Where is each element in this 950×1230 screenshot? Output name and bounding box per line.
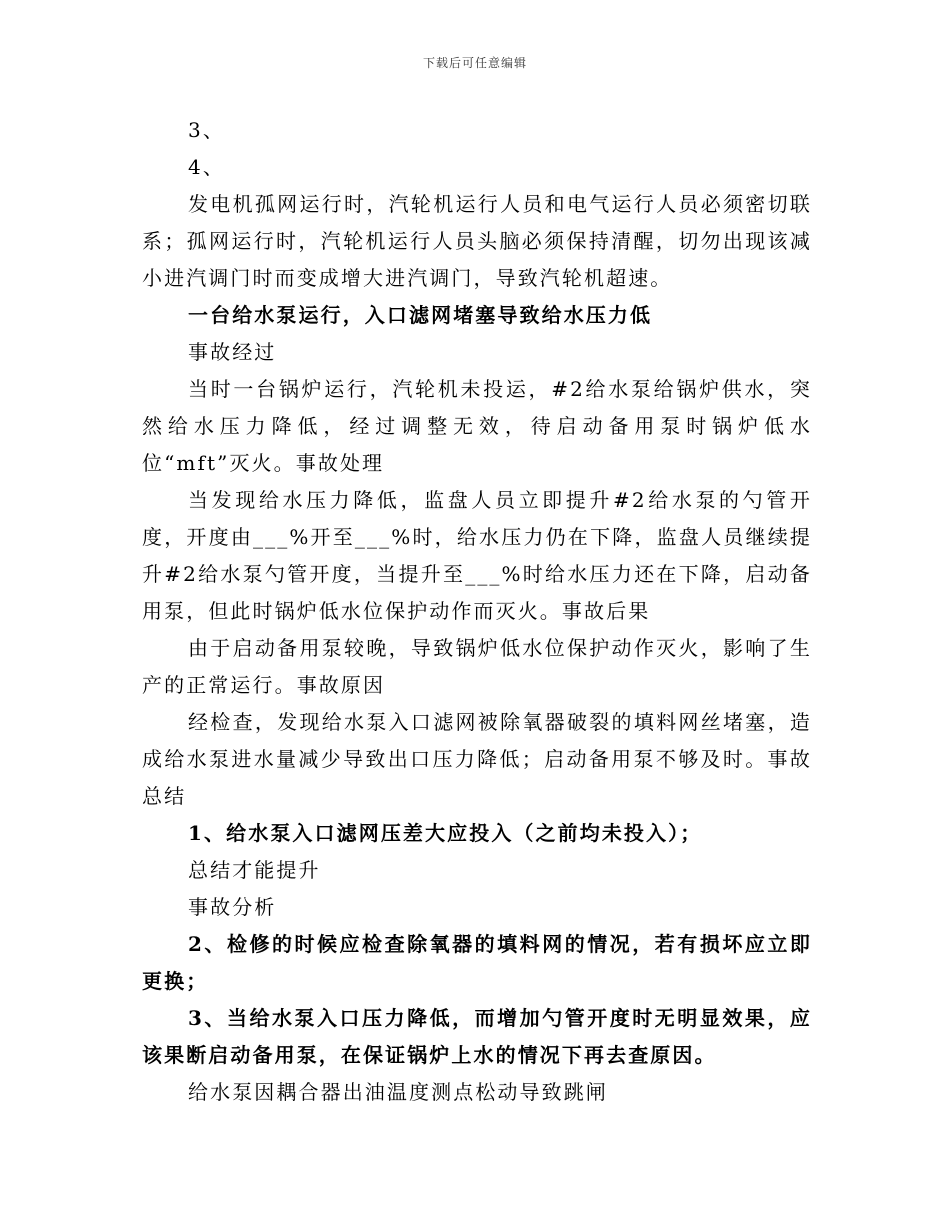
paragraph-isolated-grid-operation: 发电机孤网运行时，汽轮机运行人员和电气运行人员必须密切联系；孤网运行时，汽轮机运行人员头脑必须保持清醒，切勿出现该减小进汽调门时而变成增大进汽调门，导致汽轮机超速。 xyxy=(142,192,812,290)
paragraph-accident-handling: 当发现给水压力降低，监盘人员立即提升#2给水泵的勺管开度，开度由___%开至___%时，给水压力仍在下降，监盘人员继续提升#2给水泵勺管开度，当提升至___%时给水压力还在下降，启动备用泵，但此时锅炉低水位保护动作而灭火。事故后果 xyxy=(142,488,812,623)
summary-item-1: 1、给水泵入口滤网压差大应投入（之前均未投入）； xyxy=(188,821,703,845)
subheading-accident-process: 事故经过 xyxy=(188,340,277,364)
section-heading-coupler-trip: 给水泵因耦合器出油温度测点松动导致跳闸 xyxy=(188,1080,608,1104)
list-number-3: 3、 xyxy=(188,118,225,142)
subheading-accident-analysis: 事故分析 xyxy=(188,895,277,919)
summary-item-3: 3、当给水泵入口压力降低，而增加勺管开度时无明显效果，应该果断启动备用泵，在保证锅炉上水的情况下再去查原因。 xyxy=(142,1006,812,1067)
section-heading-feed-pump-filter: 一台给水泵运行，入口滤网堵塞导致给水压力低 xyxy=(188,303,653,327)
paragraph-accident-consequence: 由于启动备用泵较晚，导致锅炉低水位保护动作灭火，影响了生产的正常运行。事故原因 xyxy=(142,636,812,697)
page-header: 下载后可任意编辑 xyxy=(422,56,527,70)
list-number-4: 4、 xyxy=(188,155,225,179)
document-body xyxy=(142,112,812,1111)
summary-item-2: 2、检修的时候应检查除氧器的填料网的情况，若有损坏应立即更换； xyxy=(142,932,812,993)
paragraph-accident-cause: 经检查，发现给水泵入口滤网被除氧器破裂的填料网丝堵塞，造成给水泵进水量减少导致出口压力降低；启动备用泵不够及时。事故总结 xyxy=(142,710,812,808)
paragraph-accident-process: 当时一台锅炉运行，汽轮机未投运，#2给水泵给锅炉供水，突然给水压力降低，经过调整无效，待启动备用泵时锅炉低水位“mft”灭火。事故处理 xyxy=(142,377,812,475)
note-summary-improve: 总结才能提升 xyxy=(188,858,321,882)
